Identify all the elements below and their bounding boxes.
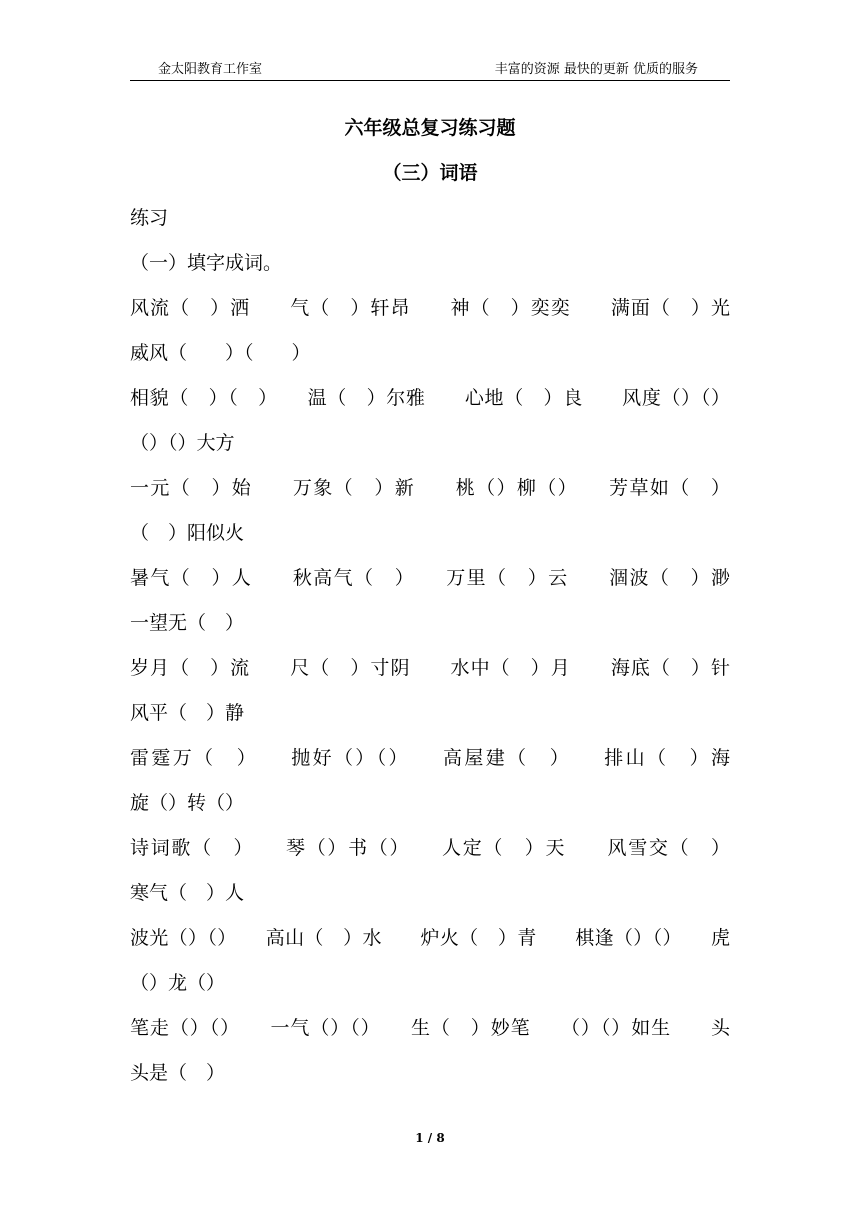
document-title: 六年级总复习练习题 [344,117,516,139]
section-heading: 练习 [130,207,169,229]
question-heading: （一）填字成词。 [130,252,283,274]
exercise-line: 岁月（ ）流 尺（ ）寸阴 水中（ ）月 海底（ ）针 [130,657,730,679]
exercise-line: 雷霆万（ ） 抛好（）（） 高屋建（ ） 排山（ ）海 [130,747,730,769]
exercise-line: 诗词歌（ ） 琴（）书（） 人定（ ）天 风雪交（ ） [130,837,730,859]
exercise-line: 旋（）转（） [130,792,245,814]
exercise-line: 一望无（ ） [130,612,245,634]
exercise-line: 相貌（ ）（ ） 温（ ）尔雅 心地（ ）良 风度（）（） [130,387,730,409]
exercise-line: 威风（ ）（ ） [130,342,311,364]
exercise-line: 暑气（ ）人 秋高气（ ） 万里（ ）云 涸波（ ）渺 [130,567,730,589]
header-left: 金太阳教育工作室 [158,62,263,77]
exercise-line: （ ）阳似火 [130,522,245,544]
exercise-line: 波光（）（） 高山（ ）水 炉火（ ）青 棋逢（）（） 虎 [130,927,730,949]
exercise-line: （）龙（） [130,972,226,994]
exercise-line: 一元（ ）始 万象（ ）新 桃（）柳（） 芳草如（ ） [130,477,730,499]
exercise-line: 笔走（）（） 一气（）（） 生（ ）妙笔 （）（）如生 头 [130,1017,730,1039]
page-header [130,60,730,81]
exercise-line: 风流（ ）洒 气（ ）轩昂 神（ ）奕奕 满面（ ）光 [130,297,730,319]
exercise-line: （）（）大方 [130,432,235,454]
exercise-line: 风平（ ）静 [130,702,245,724]
document-subtitle: （三）词语 [382,162,478,184]
exercise-line: 寒气（ ）人 [130,882,245,904]
header-right: 丰富的资源 最快的更新 优质的服务 [494,62,698,77]
exercise-line: 头是（ ） [130,1062,226,1084]
page-number: 1 / 8 [415,1131,445,1145]
